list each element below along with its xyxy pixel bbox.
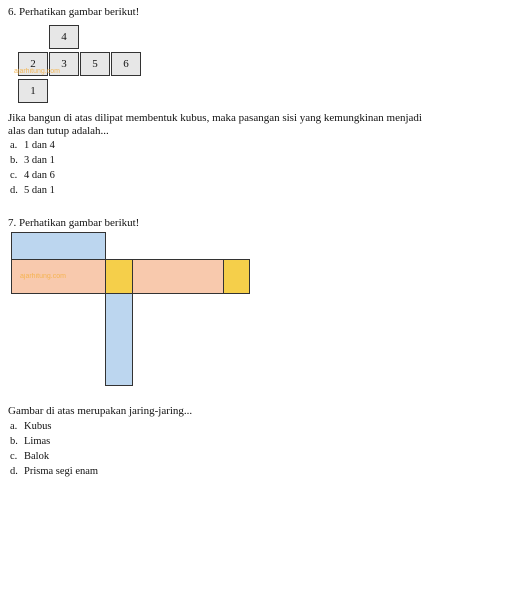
net-yellow-face-1 bbox=[105, 259, 133, 294]
q7-heading: 7. Perhatikan gambar berikut! bbox=[8, 217, 140, 229]
option-text: 5 dan 1 bbox=[24, 185, 55, 196]
option-label: d. bbox=[10, 466, 18, 477]
q6-watermark: ajarhitung.com bbox=[14, 68, 60, 75]
q7-question: Gambar di atas merupakan jaring-jaring... bbox=[8, 405, 193, 417]
net-square-top: 4 bbox=[49, 25, 79, 49]
net-square-bottom: 1 bbox=[18, 79, 48, 103]
option-label: b. bbox=[10, 436, 18, 447]
net-square-right1: 5 bbox=[80, 52, 110, 76]
option-text: 3 dan 1 bbox=[24, 155, 55, 166]
option-label: a. bbox=[10, 140, 18, 151]
option-label: d. bbox=[10, 185, 18, 196]
q7-option-a[interactable] bbox=[10, 422, 51, 433]
option-text: Limas bbox=[24, 436, 51, 447]
option-label: c. bbox=[10, 170, 18, 181]
option-label: a. bbox=[10, 421, 18, 432]
net-yellow-face-2 bbox=[223, 259, 250, 294]
option-label: b. bbox=[10, 155, 18, 166]
q6-heading: 6. Perhatikan gambar berikut! bbox=[8, 6, 140, 18]
option-label: c. bbox=[10, 451, 18, 462]
net-blue-bottom-face bbox=[105, 293, 133, 386]
net-orange-right-face bbox=[132, 259, 224, 294]
q6-option-b[interactable] bbox=[10, 156, 55, 167]
q7-watermark: ajarhitung.com bbox=[20, 273, 66, 280]
q7-option-b[interactable] bbox=[10, 437, 50, 448]
net-square-center: 3 bbox=[49, 52, 79, 76]
option-text: 4 dan 6 bbox=[24, 170, 55, 181]
net-blue-top-face bbox=[11, 232, 106, 260]
net-square-right2: 6 bbox=[111, 52, 141, 76]
option-text: Kubus bbox=[24, 421, 52, 432]
net-square-left: 2 bbox=[18, 52, 48, 76]
q7-option-d[interactable] bbox=[10, 467, 98, 478]
q6-option-d[interactable] bbox=[10, 186, 55, 197]
q6-option-a[interactable] bbox=[10, 141, 55, 152]
q6-question-line2: alas dan tutup adalah... bbox=[8, 125, 109, 137]
q6-question-line1: Jika bangun di atas dilipat membentuk kubus, maka pasangan sisi yang kemungkinan menjadi bbox=[8, 112, 422, 124]
option-text: Prisma segi enam bbox=[24, 466, 99, 477]
option-text: 1 dan 4 bbox=[24, 140, 55, 151]
option-text: Balok bbox=[24, 451, 50, 462]
q7-option-c[interactable] bbox=[10, 452, 49, 463]
q6-option-c[interactable] bbox=[10, 171, 55, 182]
